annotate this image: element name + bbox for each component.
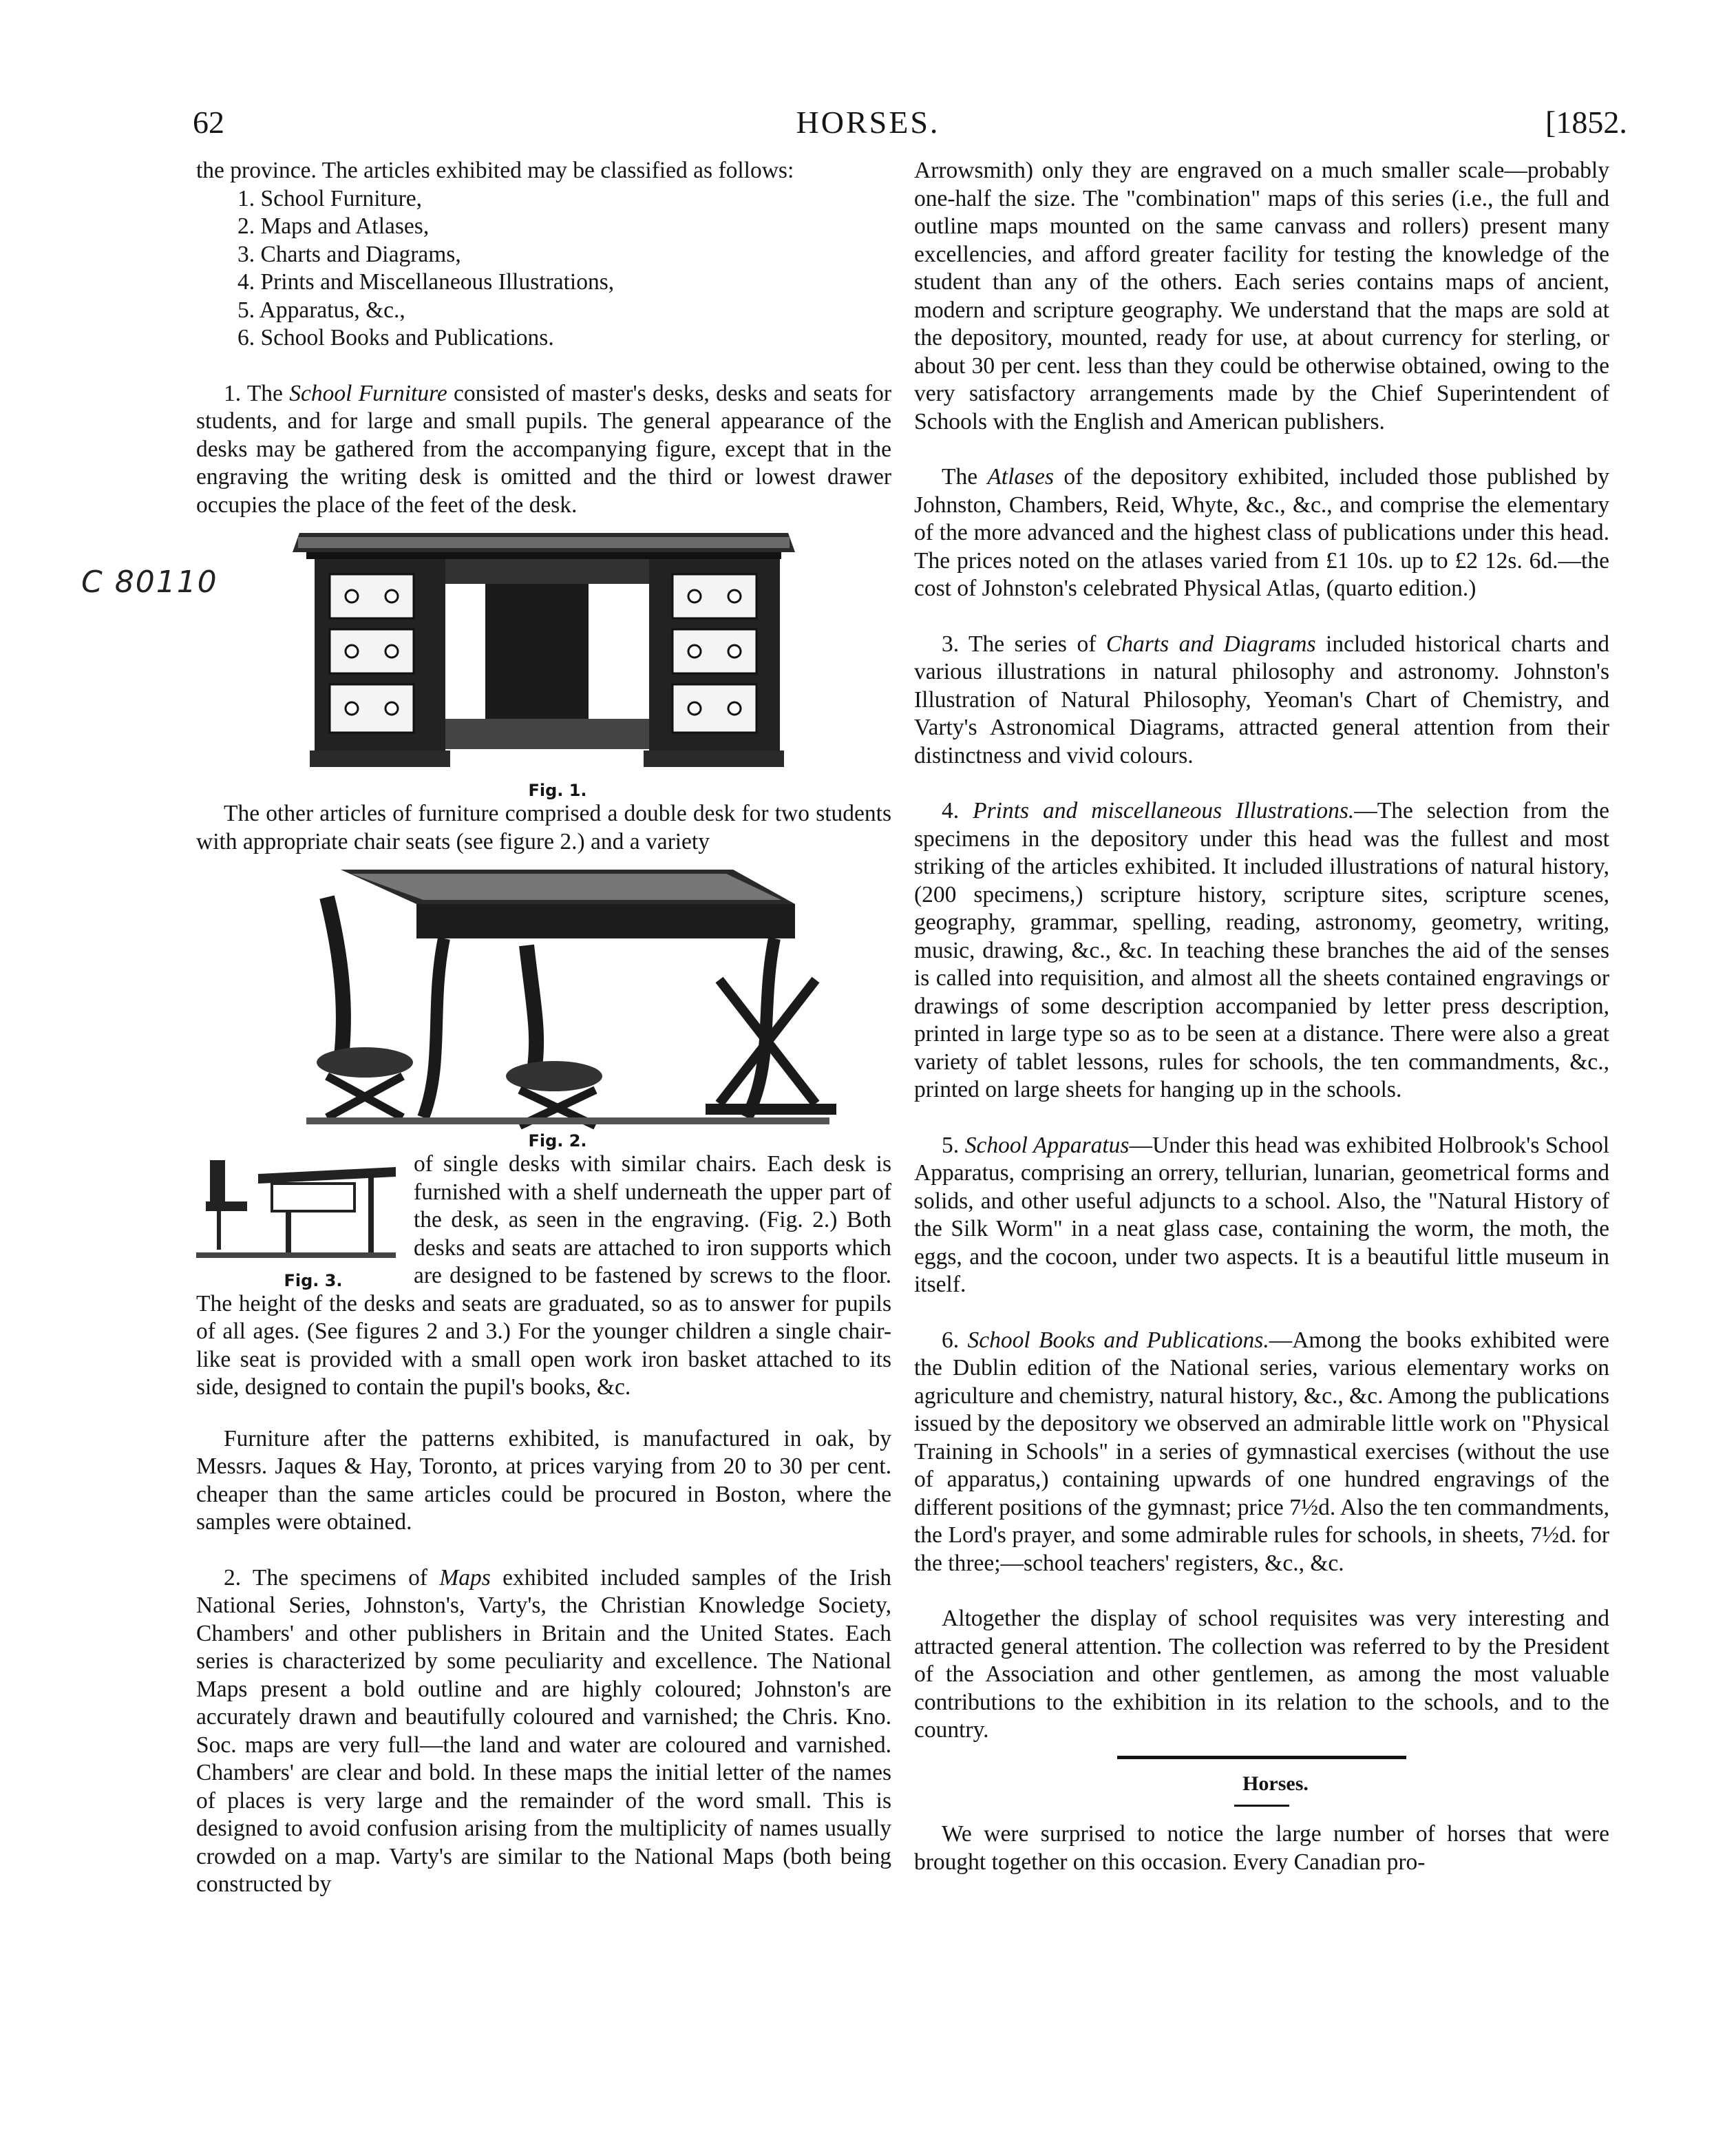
paragraph-prints: 4. Prints and miscellaneous Illustrations.—The selection from the specimens in the depository under this head was the fullest and most striking of the articles exhibited. It included illustrations of natural history, (200 specimens,) scripture history, scripture sites, scripture scenes, geography, grammar, spelling, reading, astronomy, geometry, writing, music, drawing, &c., &c. In teaching these branches the aid of the senses is called into requisition, and almost all the sheets contained engravings or drawings of some description accompanied by letter press description, printed in large type so as to be seen at a distance. There were also a great variety of tablet lessons, rules for schools, the ten commandments, &c., printed on large sheets for hanging up in the schools.: [914, 798, 1610, 1102]
paragraph-horses: We were surprised to notice the large number of horses that were brought together on this occasion. Every Canadian pro-: [914, 1821, 1609, 1875]
paragraph-maps: 2. The specimens of Maps exhibited included samples of the Irish National Series, Johnston's, Varty's, the Christian Knowledge Society, Chambers' and other publishers in Britain and the United States. Each series is characterized by some peculiarity and excellence. The National Maps present a bold outline and are highly coloured; Johnston's are accurately drawn and beautifully coloured and varnished; the Chris. Kno. Soc. maps are very full—the land and water are coloured and varnished. Chambers' are clear and bold. In these maps the initial letter of the names of places is very large and the remainder of the word small. This is designed to avoid confusion arising from the multiplicity of names usually crowded on a map. Varty's are similar to the National Maps (both being constructed by: [196, 1564, 891, 1897]
fig3-single-desk-engraving: [196, 1153, 403, 1263]
running-title: HORSES.: [796, 105, 940, 140]
paragraph-charts: 3. The series of Charts and Diagrams included historical charts and various illustrations in natural philosophy and astronomy. Johnston's Illustration of Natural Philosophy, Yeoman's Chart of Chemistry, and Varty's Astronomical Diagrams, attracted general attention from their distinctness and vivid colours.: [914, 631, 1609, 768]
paragraph-summary: Altogether the display of school requisites was very interesting and attracted general attention. The collection was referred to by the President of the Association and other gentlemen, as among the most valuable contributions to the exhibition in its relation to the schools, and to the country.: [914, 1606, 1609, 1743]
fig3-block: [196, 1153, 403, 1290]
paragraph-double-desk: The other articles of furniture comprised a double desk for two students with appropriate chair seats (see figure 2.) and a variety: [196, 801, 891, 854]
running-year: [1852.: [1545, 105, 1627, 140]
paragraph-atlases: The Atlases of the depository exhibited, included those published by Johnston, Chambers, Reid, Whyte, &c., &c., and comprise the elementary of the more advanced and the highest class of publications under this head. The prices noted on the atlases varied from £1 10s. up to £2 12s. 6d.—the cost of Johnston's celebrated Physical Atlas, (quarto edition.): [914, 464, 1609, 601]
paragraph-books: 6. School Books and Publications.—Among the books exhibited were the Dublin edition of the National series, various elementary works on agriculture and chemistry, natural history, &c., &c. Among the publications issued by the depository we observed an admirable little work on "Physical Training in Schools" in a series of gymnastical exercises (without the use of apparatus,) containing upwards of one hundred engravings of the different positions of the gymnast; price 7½d. Also the ten commandments, the Lord's prayer, and some admirable rules for schools, in sheets, 7½d. for the three;—school teachers' registers, &c., &c.: [914, 1327, 1609, 1576]
paragraph-maps-continued: Arrowsmith) only they are engraved on a much smaller scale—probably one-half the size. The "combination" maps of this series (i.e., the full and outline maps mounted on the same canvass and rollers) present many excellencies, and afford greater facility for testing the knowledge of the student than any of the others. Each series contains maps of ancient, modern and scripture geography. We understand that the maps are sold at the depository, mounted, ready for use, at about currency for sterling, or about 30 per cent. less than they could be otherwise obtained, owing to the very satisfactory arrangements made by the Chief Superintendent of Schools with the English and American publishers.: [914, 158, 1609, 434]
paragraph-apparatus: 5. School Apparatus—Under this head was exhibited Holbrook's School Apparatus, comprising an orrery, tellurian, lunarian, geometrical forms and solids, and other useful adjuncts to a school. Also, the "Natural History of the Silk Worm" in a neat glass case, containing the worm, the moth, the eggs, and the cocoon, under two aspects. It is a beautiful little museum in itself.: [914, 1132, 1609, 1297]
paragraph-single-desks: of single desks with similar chairs. Each desk is furnished with a shelf underneath the upper part of the desk, as seen in the engraving. (Fig. 2.) Both desks and seats are attached to iron supports which are designed to be fastened by screws to the floor. The height of the desks and seats are graduated, so as to answer for pupils of all ages. (See figures 2 and 3.) For the younger children a single chair-like seat is provided with a small open work iron basket attached to its side, designed to contain the pupil's books, &c.: [196, 1151, 891, 1400]
list-item: 6. School Books and Publications.: [237, 325, 554, 350]
figure-1-caption: Fig. 1.: [528, 781, 587, 800]
list-item: 4. Prints and Miscellaneous Illustrations,: [237, 269, 615, 295]
figure-3-caption: Fig. 3.: [284, 1270, 343, 1290]
list-item: 3. Charts and Diagrams,: [237, 241, 461, 267]
section-divider: [1117, 1756, 1406, 1759]
section-heading-horses: Horses.: [1242, 1772, 1309, 1795]
right-column: [914, 157, 1609, 1876]
left-column: [196, 157, 891, 1899]
intro-text: the province. The articles exhibited may be classified as follows:: [196, 158, 794, 183]
paragraph-furniture: 1. The School Furniture consisted of master's desks, desks and seats for students, and for large and small pupils. The general appearance of the desks may be gathered from the accompanying figure, except that in the engraving the writing desk is omitted and the third or lowest drawer occupies the place of the feet of the desk.: [196, 380, 891, 518]
paragraph-manufacture: Furniture after the patterns exhibited, is manufactured in oak, by Messrs. Jaques & Hay, Toronto, at prices varying from 20 to 30 per cent. cheaper than the same articles could be procured in Boston, where the samples were obtained.: [196, 1425, 891, 1535]
fig1-masters-desk-engraving: [196, 519, 891, 781]
fig2-double-desk-engraving: [196, 856, 891, 1131]
list-item: 5. Apparatus, &c.,: [237, 297, 405, 323]
page-number: 62: [193, 105, 224, 140]
handwritten-margin-note: C 80110: [81, 565, 218, 600]
list-item: 1. School Furniture,: [237, 185, 422, 211]
heading-underline: [1234, 1805, 1289, 1807]
list-item: 2. Maps and Atlases,: [237, 213, 430, 239]
figure-2-caption: Fig. 2.: [528, 1131, 587, 1151]
classification-list: [237, 185, 891, 353]
